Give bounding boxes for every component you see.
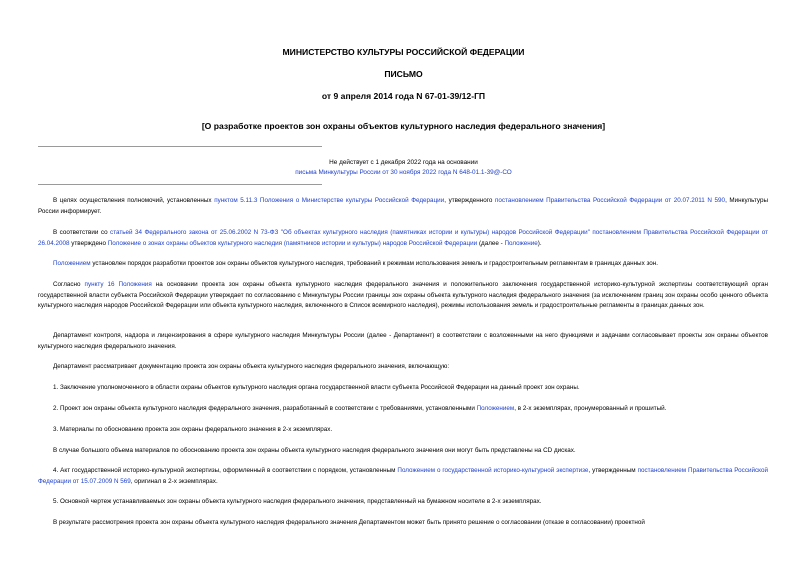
p11-link-expertise-regulation[interactable]: Положением о государственной историко-культурной экспертизе bbox=[397, 467, 589, 474]
divider-bottom bbox=[38, 184, 322, 185]
status-link[interactable]: письма Минкультуры России от 30 ноября 2022 года N 648-01.1-39@-СО bbox=[295, 169, 512, 176]
p11-text-c: , оригинал в 2-х экземплярах. bbox=[130, 477, 218, 485]
status-link-line bbox=[0, 168, 807, 178]
p8-text-b: , в 2-х экземплярах, пронумерованный и прошитый. bbox=[514, 405, 667, 412]
p1-text-c: , Минкультуры России информирует. bbox=[38, 197, 769, 215]
p3-text-a: установлен порядок разработки проектов зон охраны объектов культурного наследия, требований к режимам использования земель и градостроительным регламентам в границах данных зон. bbox=[90, 260, 659, 267]
document-type: ПИСЬМО bbox=[384, 69, 423, 79]
divider-top bbox=[38, 146, 322, 147]
p13-text-a: В результате рассмотрения проекта зон охраны объекта культурного наследия федерального значения Департаментом может быть принято решение о согласовании (отказе в согласовании) проектной bbox=[53, 519, 645, 526]
p4-text-b: на основании проекта зон охраны объекта культурного наследия федерального значения и положительного заключения государственной историко-культурной экспертизы соответствующий орган государственной власти субъекта Российской Федерации утверждает по согласованию с Минкультуры России границы зон охраны объекта культурного наследия федерального значения (за исключением границ зон охраны особо ценного объекта культурного наследия народов Российской Федерации или объекта культурного наследия, включенного в Список всемирного наследия), режимы использования земель и градостроительные регламенты в границах данных зон. bbox=[38, 281, 769, 310]
paragraph-7 bbox=[38, 383, 768, 394]
p2-text-c: утверждено bbox=[69, 239, 108, 247]
p12-text-a: 5. Основной чертеж устанавливаемых зон охраны объекта культурного наследия федерального значения, представленный на бумажном носителе в 2-х экземплярах. bbox=[53, 498, 542, 505]
p1-link-regulation[interactable]: пунктом 5.11.3 Положения о Министерстве культуры Российской Федерации bbox=[214, 197, 445, 204]
p2-text-d: (далее - bbox=[477, 239, 505, 247]
p2-link-decree[interactable]: постановлением Правительства Российской Федерации от 26.04.2008 bbox=[38, 229, 768, 247]
p7-text-a: 1. Заключение уполномоченного в области охраны объектов культурного наследия органа государственной власти субъекта Российской Федерации на данный проект зон охраны. bbox=[53, 384, 580, 391]
p11-text-b: , утвержденным bbox=[588, 467, 638, 474]
paragraph-12 bbox=[38, 497, 768, 508]
paragraph-10 bbox=[38, 446, 768, 457]
p11-text-a: 4. Акт государственной историко-культурной экспертизы, оформленный в соответствии с порядком, установленным bbox=[53, 467, 398, 474]
paragraph-13 bbox=[38, 518, 768, 529]
status-line: Не действует с 1 декабря 2022 года на основании bbox=[329, 159, 478, 166]
p4-link-clause[interactable]: пункту 16 Положения bbox=[84, 281, 152, 288]
p2-link-regulation-short[interactable]: Положение bbox=[504, 239, 538, 247]
p6-text-a: Департамент рассматривает документацию проекта зон охраны объекта культурного наследия федерального значения, включающую: bbox=[53, 363, 450, 370]
paragraph-5 bbox=[38, 331, 768, 352]
paragraph-4 bbox=[38, 280, 768, 312]
p11-link-decree[interactable]: постановлением Правительства Российской Федерации от 15.07.2009 N 569 bbox=[38, 467, 769, 485]
paragraph-1 bbox=[38, 196, 768, 217]
paragraph-2 bbox=[38, 228, 768, 249]
p8-link-regulation[interactable]: Положением bbox=[476, 405, 515, 412]
p8-text-a: 2. Проект зон охраны объекта культурного наследия федерального значения, разработанный в соответствии с требованиями, установленными bbox=[53, 405, 477, 412]
p2-link-law[interactable]: статьей 34 Федерального закона от 25.06.2002 N 73-ФЗ "Об объектах культурного наследия (памятниках истории и культуры) народов Российской Федерации" bbox=[110, 229, 590, 236]
p3-link-regulation[interactable]: Положением bbox=[53, 260, 91, 267]
paragraph-3 bbox=[38, 259, 768, 270]
p5-text-a: Департамент контроля, надзора и лицензирования в сфере культурного наследия Минкультуры России (далее - Департамент) в соответствии с возложенными на него функциями и задачами согласовывает проекты зон охраны объектов культурного наследия федерального значения. bbox=[38, 332, 768, 350]
p1-text-a: В целях осуществления полномочий, установленных bbox=[53, 197, 215, 204]
p10-text-a: В случае большого объема материалов по обоснованию проекта зон охраны объекта культурного наследия федерального значения они могут быть представлены на CD дисках. bbox=[53, 447, 576, 454]
document-subject: [О разработке проектов зон охраны объектов культурного наследия федерального значения] bbox=[201, 121, 606, 131]
paragraph-9 bbox=[38, 425, 768, 436]
p2-text-e: ). bbox=[537, 239, 542, 247]
paragraph-8 bbox=[38, 404, 768, 415]
ministry-title: МИНИСТЕРСТВО КУЛЬТУРЫ РОССИЙСКОЙ ФЕДЕРАЦИИ bbox=[282, 47, 525, 57]
paragraph-11 bbox=[38, 466, 768, 487]
p2-link-regulation[interactable]: Положение о зонах охраны объектов культурного наследия (памятников истории и культуры) народов Российской Федерации bbox=[107, 239, 478, 247]
paragraph-6 bbox=[38, 362, 768, 373]
p1-text-b: , утвержденного bbox=[444, 197, 495, 204]
p4-text-a: Согласно bbox=[53, 281, 85, 288]
p2-text-a: В соответствии со bbox=[53, 229, 111, 236]
p1-link-decree[interactable]: постановлением Правительства Российской Федерации от 20.07.2011 N 590 bbox=[494, 197, 726, 204]
p9-text-a: 3. Материалы по обоснованию проекта зон охраны федерального значения в 2-х экземплярах. bbox=[53, 426, 333, 433]
document-date-number: от 9 апреля 2014 года N 67-01-39/12-ГП bbox=[321, 91, 486, 101]
